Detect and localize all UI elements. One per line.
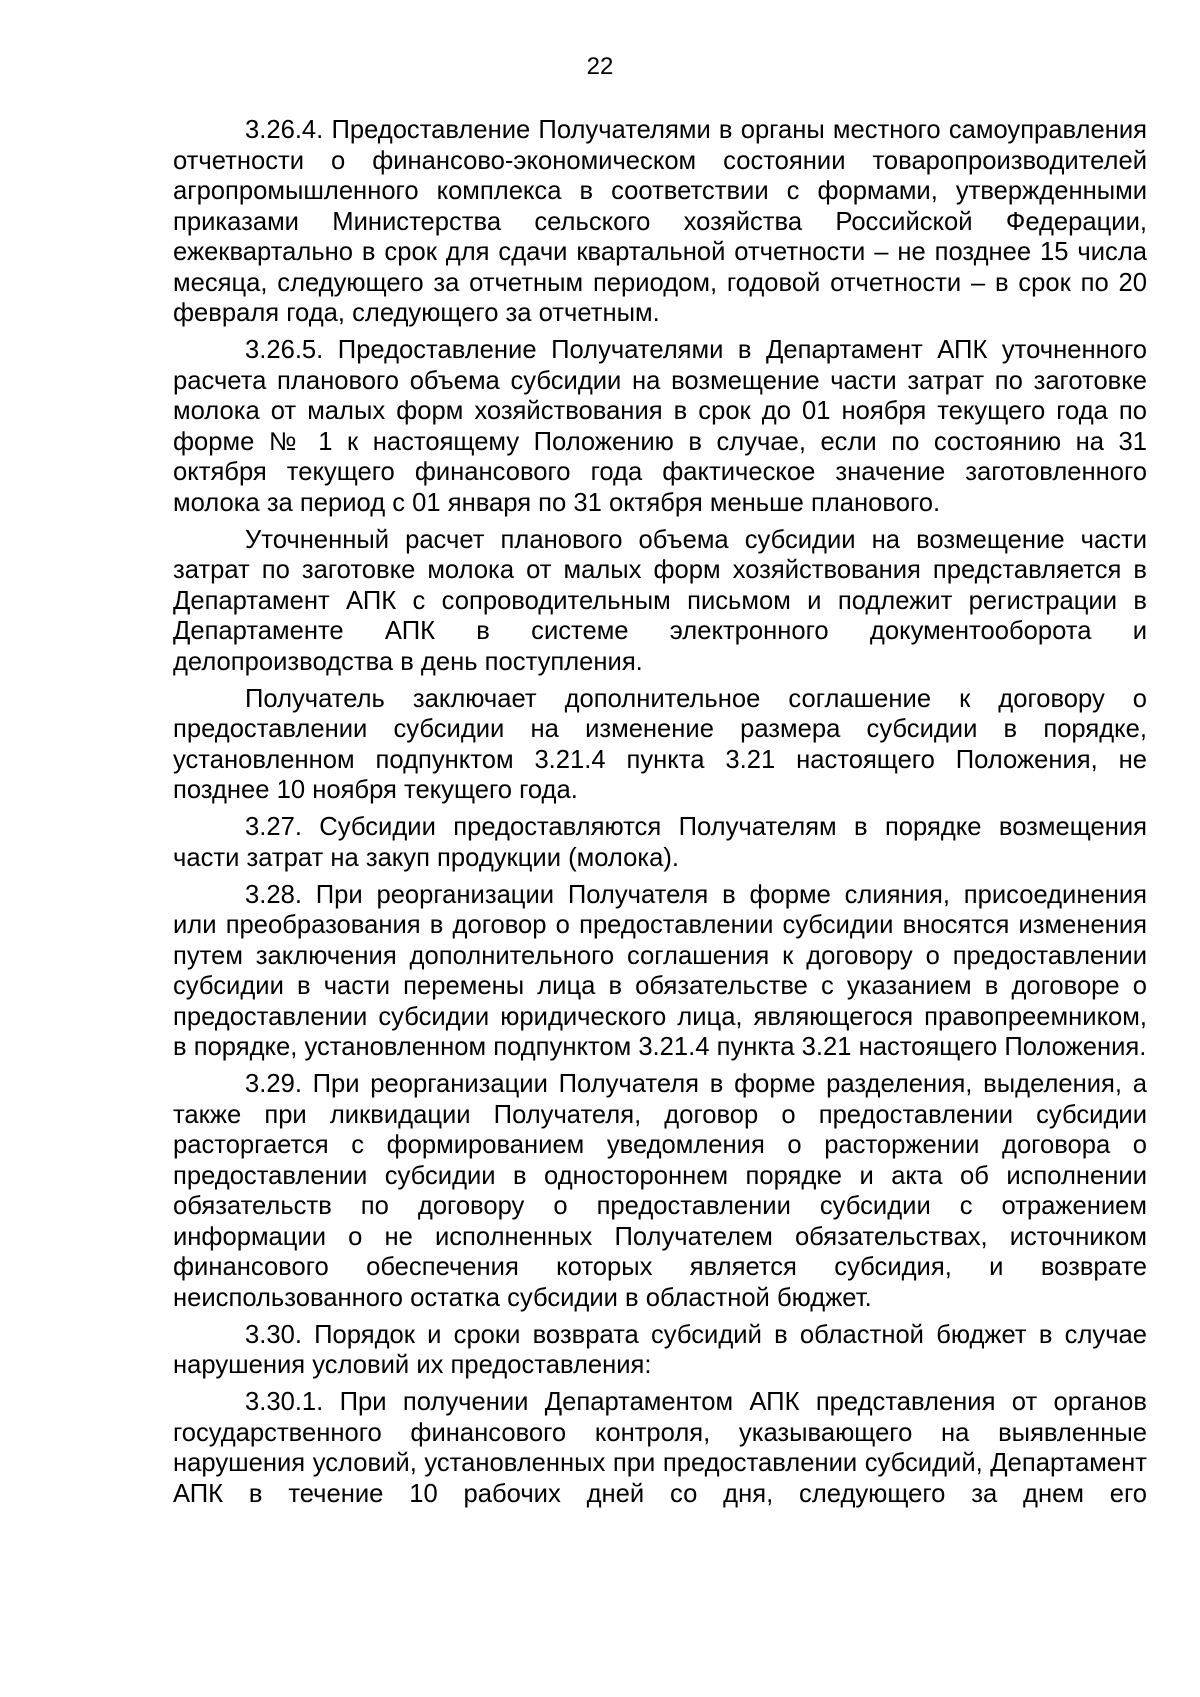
paragraph-3-26-5: 3.26.5. Предоставление Получателями в Департамент АПК уточненного расчета планового объема субсидии на возмещение части затрат по заготовке молока от малых форм хозяйствования в срок до 01 ноября текущего года по форме № 1 к настоящему Положению в случае, если по состоянию на 31 октября текущего финансового года фактическое значение заготовленного молока за период с 01 января по 31 октября меньше планового. <box>173 336 1147 517</box>
document-body <box>173 115 1147 1509</box>
paragraph-3-29: 3.29. При реорганизации Получателя в форме разделения, выделения, а также при ликвидации Получателя, договор о предоставлении субсидии расторгается с формированием уведомления о расторжении договора о предоставлении субсидии в одностороннем порядке и акта об исполнении обязательств по договору о предоставлении субсидии с отражением информации о не исполненных Получателем обязательствах, источником финансового обеспечения которых является субсидия, и возврате неиспользованного остатка субсидии в областной бюджет. <box>173 1070 1147 1312</box>
paragraph-3-28: 3.28. При реорганизации Получателя в форме слияния, присоединения или преобразования в договор о предоставлении субсидии вносятся изменения путем заключения дополнительного соглашения к договору о предоставлении субсидии в части перемены лица в обязательстве с указанием в договоре о предоставлении субсидии юридического лица, являющегося правопреемником, в порядке, установленном подпунктом 3.21.4 пункта 3.21 настоящего Положения. <box>173 880 1147 1061</box>
paragraph-3-27: 3.27. Субсидии предоставляются Получателям в порядке возмещения части затрат на закуп продукции (молока). <box>173 813 1147 872</box>
paragraph-3-30: 3.30. Порядок и сроки возврата субсидий в областной бюджет в случае нарушения условий их предоставления: <box>173 1320 1147 1379</box>
paragraph-additional-agreement: Получатель заключает дополнительное соглашение к договору о предоставлении субсидии на изменение размера субсидии в порядке, установленном подпунктом 3.21.4 пункта 3.21 настоящего Положения, не позднее 10 ноября текущего года. <box>173 684 1147 804</box>
paragraph-3-26-4: 3.26.4. Предоставление Получателями в органы местного самоуправления отчетности о финансово-экономическом состоянии товаропроизводителей агропромышленного комплекса в соответствии с формами, утвержденными приказами Министерства сельского хозяйства Российской Федерации, ежеквартально в срок для сдачи квартальной отчетности – не позднее 15 числа месяца, следующего за отчетным периодом, годовой отчетности – в срок по 20 февраля года, следующего за отчетным. <box>173 116 1147 327</box>
page-number: 22 <box>586 53 614 80</box>
paragraph-refined-calculation: Уточненный расчет планового объема субсидии на возмещение части затрат по заготовке молока от малых форм хозяйствования представляется в Департамент АПК с сопроводительным письмом и подлежит регистрации в Департаменте АПК в системе электронного документооборота и делопроизводства в день поступления. <box>173 525 1147 676</box>
paragraph-3-30-1: 3.30.1. При получении Департаментом АПК представления от органов государственного финансового контроля, указывающего на выявленные нарушения условий, установленных при предоставлении субсидий, Департамент АПК в течение 10 рабочих дней со дня, следующего за днем его <box>173 1388 1147 1508</box>
